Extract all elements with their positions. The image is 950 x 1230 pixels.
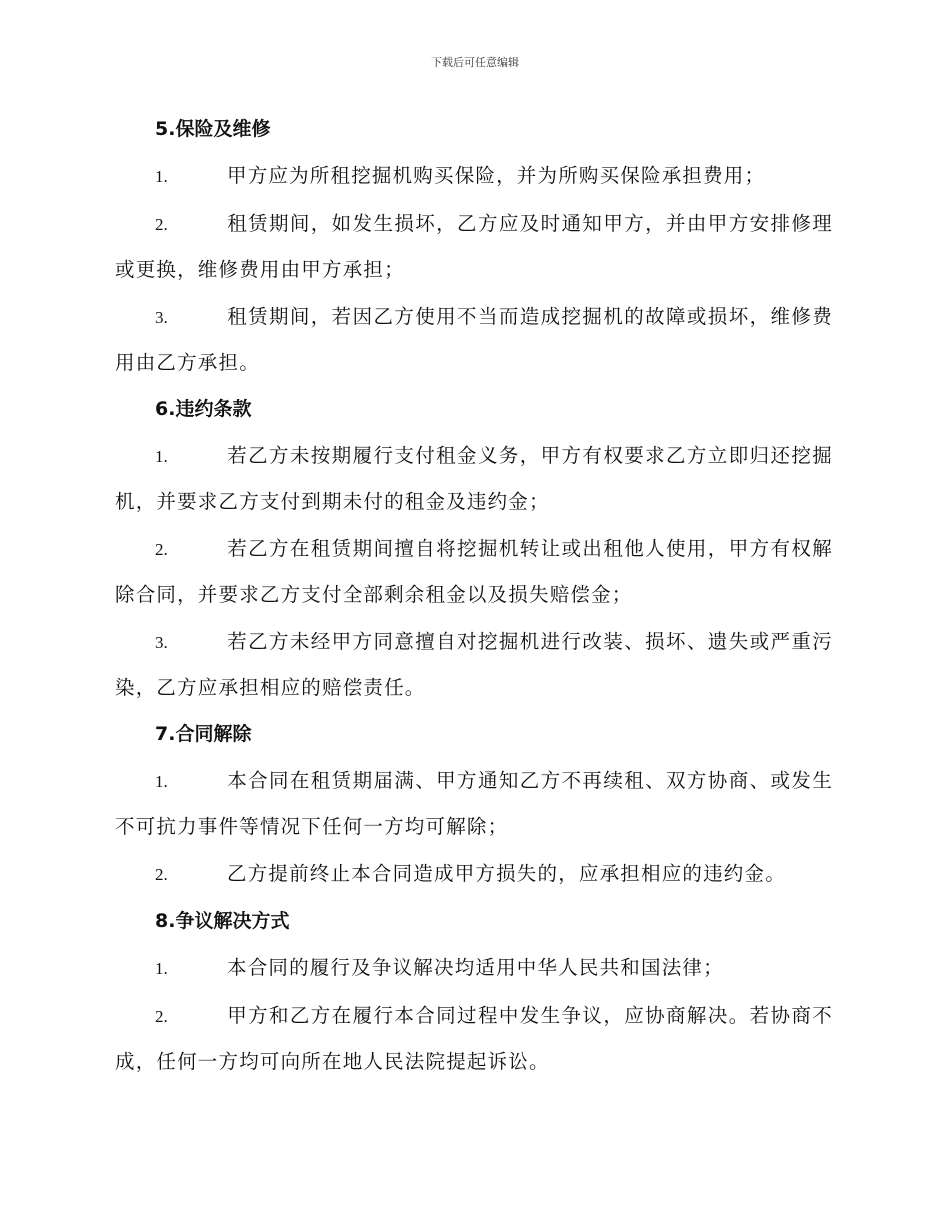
clause-text: 甲方和乙方在履行本合同过程中发生争议，应协商解决。若协商不成，任何一方均可向所在地人民法院提起诉讼。 bbox=[115, 1004, 833, 1073]
document-body bbox=[115, 107, 833, 1086]
clause-item bbox=[115, 758, 833, 849]
section-title: 7.合同解除 bbox=[155, 723, 252, 745]
clause-text: 租赁期间，如发生损坏，乙方应及时通知甲方，并由甲方安排修理或更换，维修费用由甲方承担； bbox=[115, 212, 833, 281]
clause-text: 本合同的履行及争议解决均适用中华人民共和国法律； bbox=[227, 956, 724, 979]
clause-item bbox=[115, 294, 833, 385]
clause-number: 2. bbox=[155, 865, 168, 884]
clause-item bbox=[115, 526, 833, 617]
clause-number: 2. bbox=[155, 1007, 168, 1026]
clause-item bbox=[115, 993, 833, 1084]
clause-text: 若乙方未经甲方同意擅自对挖掘机进行改装、损坏、遗失或严重污染，乙方应承担相应的赔偿责任。 bbox=[115, 630, 833, 699]
clause-number: 3. bbox=[155, 633, 168, 652]
clause-item bbox=[115, 433, 833, 524]
page-header: 下载后可任意编辑 bbox=[431, 56, 519, 69]
clause-number: 1. bbox=[155, 167, 168, 186]
clause-number: 1. bbox=[155, 772, 168, 791]
clause-number: 1. bbox=[155, 959, 168, 978]
clause-item bbox=[115, 153, 833, 199]
clause-text: 本合同在租赁期届满、甲方通知乙方不再续租、双方协商、或发生不可抗力事件等情况下任何一方均可解除； bbox=[115, 769, 833, 838]
clause-number: 1. bbox=[155, 447, 168, 466]
clause-text: 甲方应为所租挖掘机购买保险，并为所购买保险承担费用； bbox=[227, 164, 766, 187]
section-title: 5.保险及维修 bbox=[155, 118, 271, 140]
clause-item bbox=[115, 851, 833, 897]
clause-number: 3. bbox=[155, 308, 168, 327]
section-title: 6.违约条款 bbox=[155, 398, 252, 420]
clause-text: 租赁期间，若因乙方使用不当而造成挖掘机的故障或损坏，维修费用由乙方承担。 bbox=[115, 305, 833, 374]
clause-text: 若乙方未按期履行支付租金义务，甲方有权要求乙方立即归还挖掘机，并要求乙方支付到期未付的租金及违约金； bbox=[115, 444, 833, 513]
clause-item bbox=[115, 201, 833, 292]
clause-text: 若乙方在租赁期间擅自将挖掘机转让或出租他人使用，甲方有权解除合同，并要求乙方支付全部剩余租金以及损失赔偿金； bbox=[115, 537, 833, 606]
clause-text: 乙方提前终止本合同造成甲方损失的，应承担相应的违约金。 bbox=[227, 862, 786, 885]
section-title: 8.争议解决方式 bbox=[155, 910, 290, 932]
clause-item bbox=[115, 619, 833, 710]
clause-number: 2. bbox=[155, 215, 168, 234]
clause-item bbox=[115, 945, 833, 991]
clause-number: 2. bbox=[155, 540, 168, 559]
